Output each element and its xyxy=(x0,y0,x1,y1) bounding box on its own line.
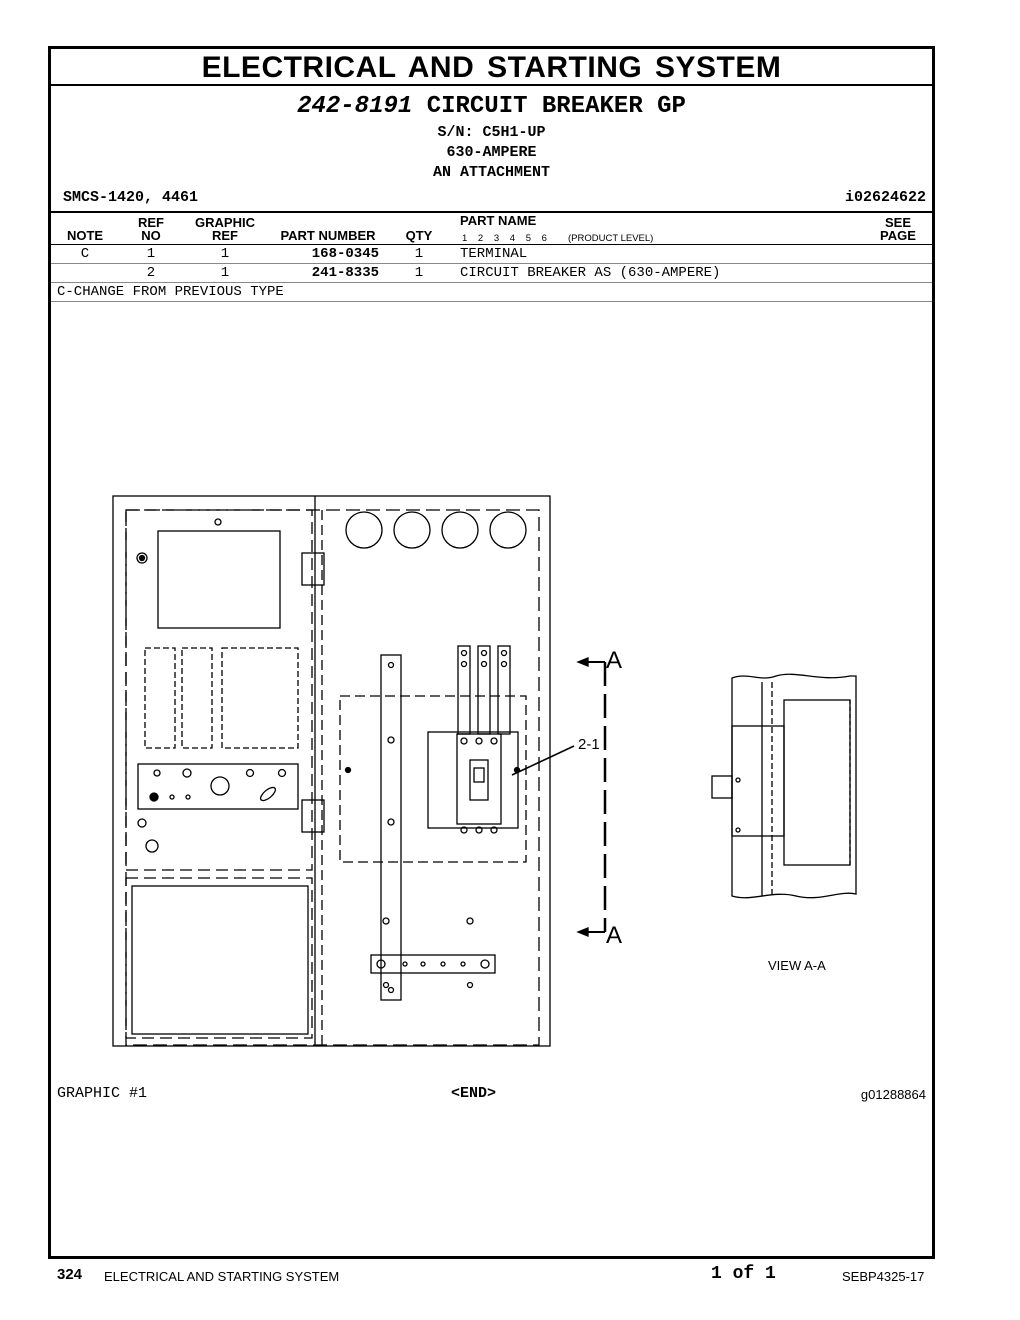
illustration-id: i02624622 xyxy=(844,189,926,206)
terminal-hole xyxy=(502,651,507,656)
side-view-hole xyxy=(736,828,740,832)
hinge-lower xyxy=(302,800,324,832)
control-hole xyxy=(247,770,254,777)
bus-hole xyxy=(389,988,394,993)
col-product-level-label: (PRODUCT LEVEL) xyxy=(568,233,654,244)
callout-label: 2-1 xyxy=(578,736,600,753)
bus-hole xyxy=(388,737,394,743)
breaker-housing xyxy=(428,732,518,828)
group-part-number: 242-8191 xyxy=(297,93,413,120)
table-header-divider xyxy=(51,244,932,245)
ground-hole xyxy=(461,962,465,966)
graphic-label: GRAPHIC #1 xyxy=(57,1085,148,1102)
row-divider xyxy=(51,263,932,264)
ground-hole xyxy=(441,962,445,966)
row-graphic-ref: 1 xyxy=(220,265,230,281)
section-label-top: A xyxy=(606,647,623,674)
footer-page-number: 324 xyxy=(57,1266,83,1283)
bus-hole xyxy=(388,819,394,825)
callout-leader xyxy=(512,746,574,775)
control-hole xyxy=(279,770,286,777)
lower-panel xyxy=(132,886,308,1034)
rating-line: 630-AMPERE xyxy=(446,144,537,161)
plate-fastener xyxy=(384,983,389,988)
knockout-hole xyxy=(346,512,382,548)
side-view-handle xyxy=(712,776,732,798)
left-door-lower xyxy=(126,878,312,1038)
end-label: <END> xyxy=(451,1085,497,1102)
terminal-bar xyxy=(458,646,470,734)
row-part-name: TERMINAL xyxy=(460,246,528,262)
control-hole xyxy=(183,769,191,777)
plate-fastener xyxy=(467,918,473,924)
row-part-number[interactable]: 168-0345 xyxy=(311,246,379,262)
control-button xyxy=(150,793,158,801)
footer-section-title: ELECTRICAL AND STARTING SYSTEM xyxy=(104,1269,340,1284)
terminal-hole xyxy=(462,651,467,656)
col-note: NOTE xyxy=(66,228,104,243)
col-product-levels: 1 2 3 4 5 6 xyxy=(462,233,547,244)
breaker-screw xyxy=(491,738,497,744)
plate-fastener xyxy=(383,918,389,924)
breaker-body xyxy=(457,734,501,824)
col-see-page-1: SEE xyxy=(884,215,911,230)
upper-panel-cutout xyxy=(158,531,280,628)
plate-fastener xyxy=(468,983,473,988)
upper-fastener xyxy=(215,519,221,525)
col-qty: QTY xyxy=(405,228,433,243)
ground-hole xyxy=(403,962,407,966)
row-note: C xyxy=(80,246,90,262)
control-strip xyxy=(138,764,298,809)
ground-bar xyxy=(371,955,495,973)
view-label: VIEW A-A xyxy=(768,958,826,973)
row-qty: 1 xyxy=(414,246,424,262)
hinge-upper xyxy=(302,553,324,585)
graphic-number: g01288864 xyxy=(860,1087,926,1102)
ground-hole xyxy=(481,960,489,968)
plate-fastener xyxy=(346,768,351,773)
breaker-handle-grip xyxy=(474,768,484,782)
smcs-code: SMCS-1420, 4461 xyxy=(63,189,199,206)
group-name: CIRCUIT BREAKER GP xyxy=(426,93,686,120)
col-ref-no-2: NO xyxy=(141,228,161,243)
col-graphic-ref-1: GRAPHIC xyxy=(195,215,255,230)
knockout-hole xyxy=(490,512,526,548)
row-qty: 1 xyxy=(414,265,424,281)
terminal-hole xyxy=(482,651,487,656)
meter-cutout-3 xyxy=(222,648,298,748)
control-knob xyxy=(211,777,229,795)
row-graphic-ref: 1 xyxy=(220,246,230,262)
footer-doc-number: SEBP4325-17 xyxy=(842,1269,925,1284)
ground-hole xyxy=(421,962,425,966)
control-hole xyxy=(170,795,174,799)
door-handle xyxy=(146,840,158,852)
vertical-bus-bar xyxy=(381,655,401,1000)
section-arrowhead-top xyxy=(578,658,588,666)
row-part-number[interactable]: 241-8335 xyxy=(311,265,379,281)
terminal-hole xyxy=(482,662,487,667)
col-see-page-2: PAGE xyxy=(880,228,916,243)
col-ref-no-1: REF xyxy=(138,215,164,230)
circuit-breaker-drawing xyxy=(60,450,890,1060)
terminal-bar xyxy=(498,646,510,734)
side-view-hole xyxy=(736,778,740,782)
terminal-bar xyxy=(478,646,490,734)
footer-page-of: 1 of 1 xyxy=(711,1264,776,1284)
row-ref-no: 2 xyxy=(146,265,156,281)
row-ref-no: 1 xyxy=(146,246,156,262)
attachment-line: AN ATTACHMENT xyxy=(432,164,551,181)
breaker-screw xyxy=(461,738,467,744)
terminal-hole xyxy=(462,662,467,667)
meter-cutout-2 xyxy=(182,648,212,748)
terminal-hole xyxy=(502,662,507,667)
breaker-screw xyxy=(476,738,482,744)
section-arrowhead-bottom xyxy=(578,928,588,936)
col-graphic-ref-2: REF xyxy=(212,228,238,243)
door-lock-core xyxy=(140,556,145,561)
section-label-bottom: A xyxy=(606,922,623,949)
breaker-handle xyxy=(470,760,488,800)
control-hole xyxy=(154,770,160,776)
col-part-name: PART NAME xyxy=(460,213,537,228)
page-title: ELECTRICAL AND STARTING SYSTEM xyxy=(51,49,932,86)
knockout-hole xyxy=(442,512,478,548)
change-note: C-CHANGE FROM PREVIOUS TYPE xyxy=(57,284,284,300)
row-divider xyxy=(51,282,932,283)
left-door-upper xyxy=(126,510,312,870)
bus-hole xyxy=(389,663,394,668)
knockout-hole xyxy=(394,512,430,548)
row-divider xyxy=(51,301,932,302)
meter-cutout-1 xyxy=(145,648,175,748)
control-switch xyxy=(259,785,278,803)
side-view-outline xyxy=(732,674,856,897)
row-part-name: CIRCUIT BREAKER AS (630-AMPERE) xyxy=(460,265,721,281)
control-hole xyxy=(186,795,190,799)
col-part-number: PART NUMBER xyxy=(280,228,376,243)
side-view-breaker xyxy=(784,700,850,865)
group-title xyxy=(51,93,932,120)
door-fastener xyxy=(138,819,146,827)
serial-number: S/N: C5H1-UP xyxy=(437,124,546,141)
